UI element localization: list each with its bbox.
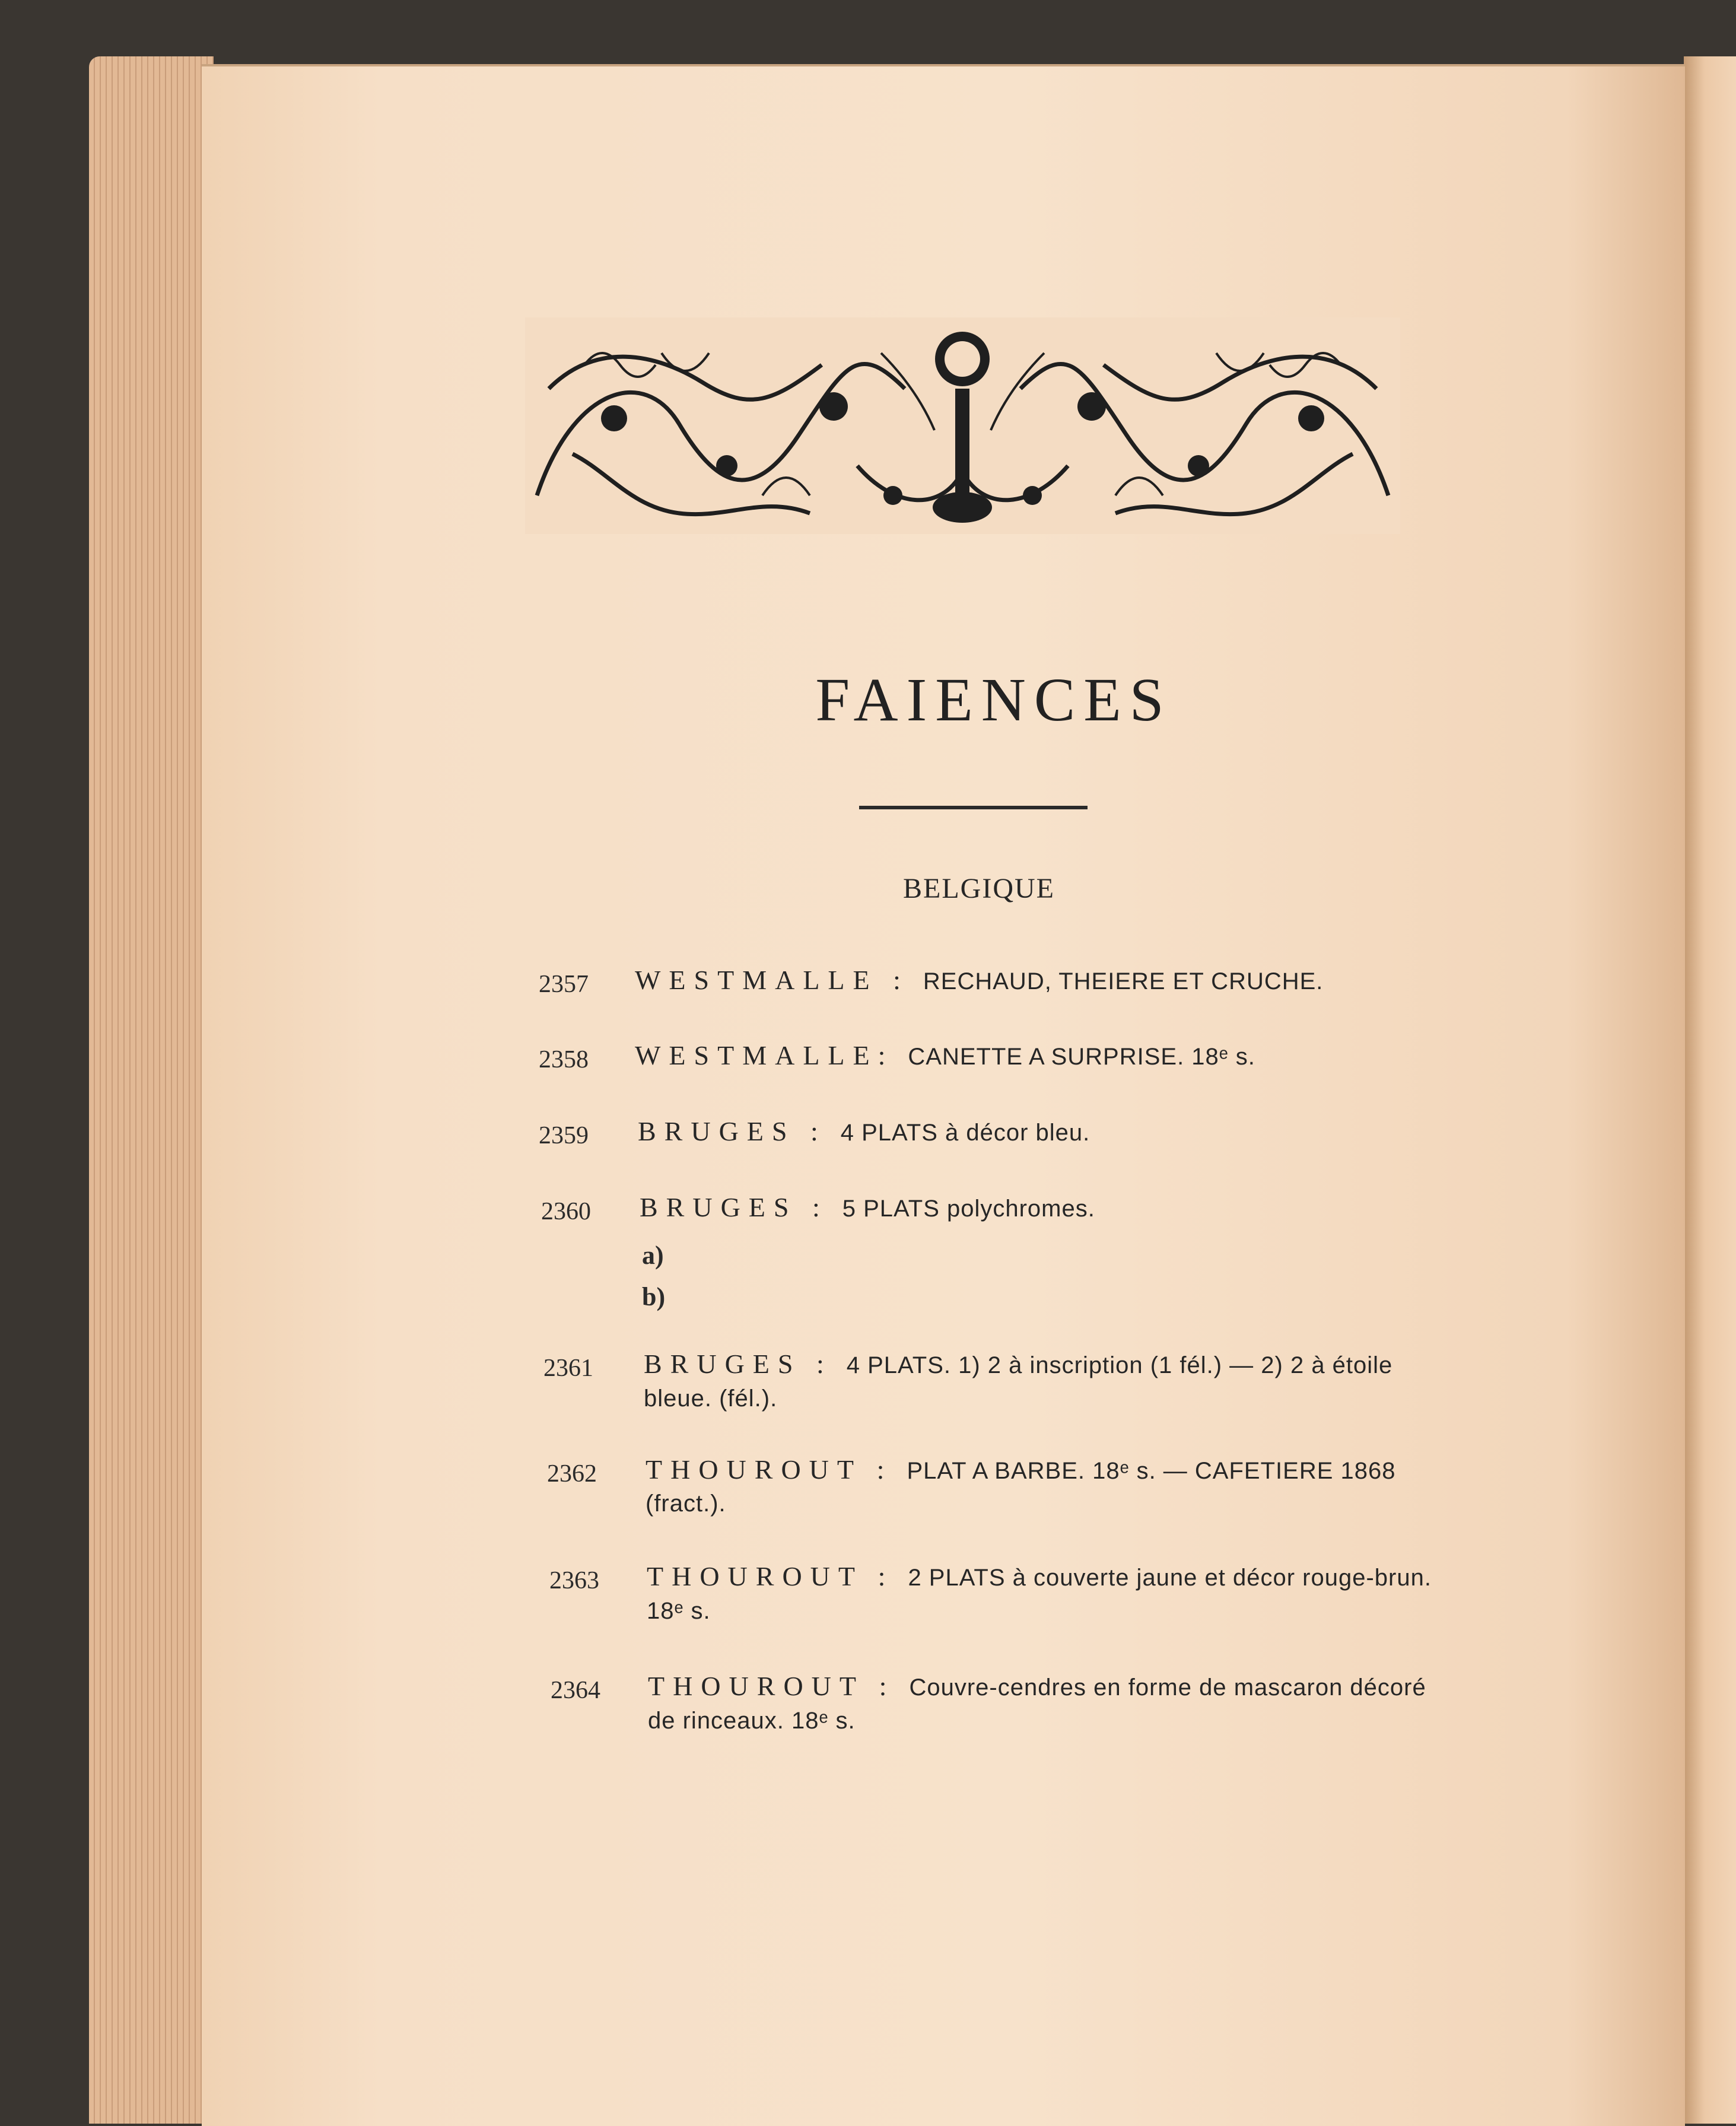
entry-desc: PLAT A BARBE. 18ᵉ s. — CAFETIERE 1868	[907, 1458, 1396, 1484]
sub-item: a)	[642, 1241, 664, 1270]
sub-item: b)	[642, 1282, 666, 1311]
catalog-entry	[635, 964, 1323, 996]
entry-place: WESTMALLE :	[635, 965, 909, 995]
catalog-entry	[638, 1116, 1090, 1147]
entry-desc: 5 PLATS polychromes.	[842, 1196, 1095, 1222]
section-subtitle: BELGIQUE	[903, 873, 1055, 904]
catalog-entry	[646, 1454, 1396, 1485]
entry-desc: 4 PLATS. 1) 2 à inscription (1 fél.) — 2) 2 à étoile	[846, 1352, 1393, 1378]
ornamental-headpiece	[525, 317, 1400, 534]
facing-page-edge	[1684, 56, 1736, 2124]
entry-number: 2357	[539, 971, 589, 998]
entry-number: 2358	[539, 1046, 589, 1073]
entry-place: BRUGES :	[638, 1116, 826, 1146]
catalog-entry	[647, 1561, 1432, 1592]
entry-place: BRUGES :	[644, 1349, 832, 1379]
entry-desc: Couvre-cendres en forme de mascaron décoré	[909, 1674, 1426, 1701]
entry-place: WESTMALLE:	[635, 1040, 894, 1070]
entry-number: 2364	[551, 1677, 600, 1704]
page-edges	[89, 56, 214, 2124]
entry-number: 2361	[543, 1355, 593, 1382]
entry-place: BRUGES :	[640, 1192, 828, 1222]
entry-number: 2363	[549, 1567, 599, 1594]
catalog-entry	[640, 1191, 1095, 1223]
entry-desc-continued: 18ᵉ s.	[647, 1598, 711, 1624]
entry-desc-continued: (fract.).	[646, 1491, 726, 1517]
title-rule	[859, 806, 1088, 809]
catalog-entry	[644, 1348, 1392, 1380]
entry-desc: RECHAUD, THEIERE ET CRUCHE.	[923, 968, 1324, 994]
entry-place: THOUROUT :	[648, 1671, 895, 1701]
catalog-entry	[648, 1670, 1426, 1702]
entry-desc: CANETTE A SURPRISE. 18ᵉ s.	[908, 1044, 1255, 1070]
entry-desc: 2 PLATS à couverte jaune et décor rouge-brun.	[908, 1565, 1432, 1591]
entry-number: 2359	[539, 1122, 589, 1149]
entry-desc-continued: bleue. (fél.).	[644, 1385, 778, 1412]
entry-place: THOUROUT :	[647, 1561, 894, 1591]
entry-number: 2360	[541, 1198, 591, 1225]
catalog-entry	[635, 1040, 1255, 1071]
entry-desc-continued: de rinceaux. 18ᵉ s.	[648, 1708, 856, 1734]
entry-desc: 4 PLATS à décor bleu.	[840, 1120, 1090, 1146]
section-title: FAIENCES	[815, 666, 1172, 734]
entry-place: THOUROUT :	[646, 1454, 893, 1485]
entry-number: 2362	[547, 1460, 597, 1488]
